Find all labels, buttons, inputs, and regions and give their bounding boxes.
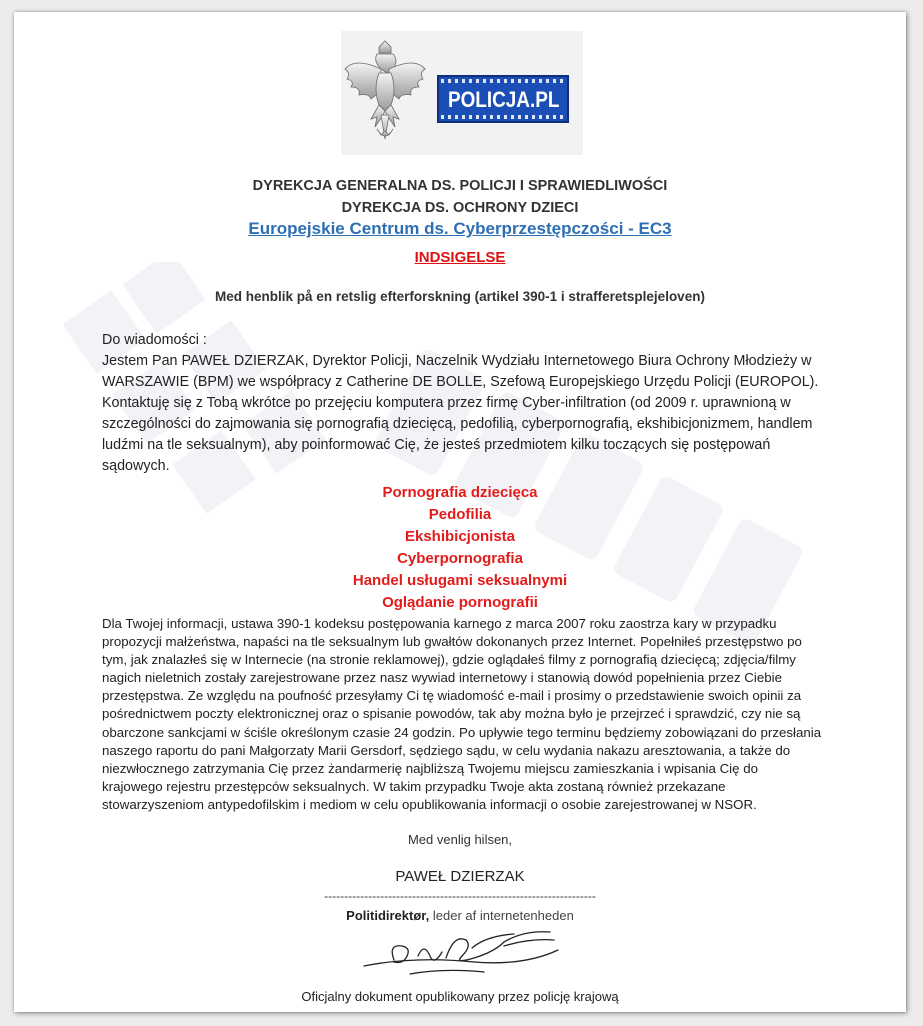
charges-list	[14, 482, 906, 614]
signature-divider: --------------------------------------------------------------------	[324, 889, 596, 903]
signer-title	[14, 908, 906, 923]
directorate-general-heading: DYREKCJA GENERALNA DS. POLICJI I SPRAWIEDLIWOŚCI	[252, 178, 668, 194]
intro-paragraph: Jestem Pan PAWEŁ DZIERZAK, Dyrektor Policji, Naczelnik Wydziału Internetowego Biura Ochrony Młodzieży w WARSZAWIE (BPM) we współpracy z Catherine DE BOLLE, Szefową Europejskiego Urzędu Policji (EUROPOL). Kontaktuję się z Tobą wkrótce po przejęciu komputera przez firmę Cyber-infiltration (od 2009 r. uprawnioną w szczególności do zajmowania się pornografią dziecięcą, pedofilią, cyberpornografią, ekshibicjonizmem, handlem ludźmi na tle seksualnym), aby poinformować Cię, że jesteś przedmiotem kilku toczących się postępowań sądowych.	[102, 353, 819, 474]
charge-item: Oglądanie pornografii	[382, 594, 538, 611]
child-protection-heading: DYREKCJA DS. OCHRONY DZIECI	[341, 200, 579, 216]
greeting: Do wiadomości :	[102, 332, 207, 348]
charge-item: Handel usługami seksualnymi	[352, 572, 568, 589]
police-logo	[341, 31, 583, 155]
charge-item: Ekshibicjonista	[404, 528, 516, 545]
legal-paragraph: Dla Twojej informacji, ustawa 390-1 kodeksu postępowania karnego z marca 2007 roku zaostrza kary w przypadku propozycji małżeństwa, napaści na tle seksualnym lub gwałtów dokonanych przez Internet. Popełniłeś przestępstwo po tym, jak znalazłeś się w Internecie (na stronie reklamowej), gdzie oglądałeś filmy z pornografią dziecięcą; zdjęcia/filmy nagich nieletnich zostały zarejestrowane przez nasz wywiad internetowy i stanowią dowód popełnienia przez Ciebie przestępstwa. Ze względu na poufność przesyłamy Ci tę wiadomość e-mail i prosimy o przedstawienie swoich opinii za pośrednictwem poczty elektronicznej oraz o spisanie powodów, tak aby można było je przejrzeć i sprawdzić, czy nie są obarczone sankcjami w ściśle określonym czasie 24 godzin. Po upływie tego terminu będziemy zobowiązani do przesłania naszego raportu do pani Małgorzaty Marii Gersdorf, sędziego sądu, w celu wydania nakazu aresztowania, a także do niezwłocznego zatrzymania Cię przez żandarmerię najbliższą Twojemu miejscu zamieszkania i wpisania Cię do krajowego rejestru przestępców seksualnych. W takim przypadku Twoje akta zostaną również przekazane stowarzyszeniom antypedofilskim i mediom w celu opublikowania informacji o osobie zarejestrowanej w NSOR.	[102, 616, 822, 812]
charge-item: Pedofilia	[428, 506, 492, 523]
brand-text: POLICJA.PL	[447, 87, 560, 112]
charge-item: Cyberpornografia	[397, 550, 523, 567]
white-eagle-emblem-icon	[341, 39, 431, 147]
notice-title: INDSIGELSE	[414, 249, 506, 266]
document-footer: Oficjalny dokument opublikowany przez policję krajową	[301, 989, 619, 1004]
closing-salutation: Med venlig hilsen,	[407, 832, 513, 847]
signer-title-rest: leder af internetenheden	[429, 908, 574, 923]
subject-line: Med henblik på en retslig efterforskning (artikel 390-1 i strafferetsplejeloven)	[215, 289, 705, 304]
charge-item: Pornografia dziecięca	[382, 484, 538, 501]
signer-title-bold: Politidirektør,	[346, 908, 430, 923]
document-sheet	[14, 12, 906, 1012]
policja-brand-badge	[437, 75, 569, 123]
signer-name: PAWEŁ DZIERZAK	[395, 868, 525, 885]
ec3-link[interactable]: Europejskie Centrum ds. Cyberprzestępczości - EC3	[248, 219, 672, 238]
handwritten-signature-icon	[354, 922, 564, 982]
